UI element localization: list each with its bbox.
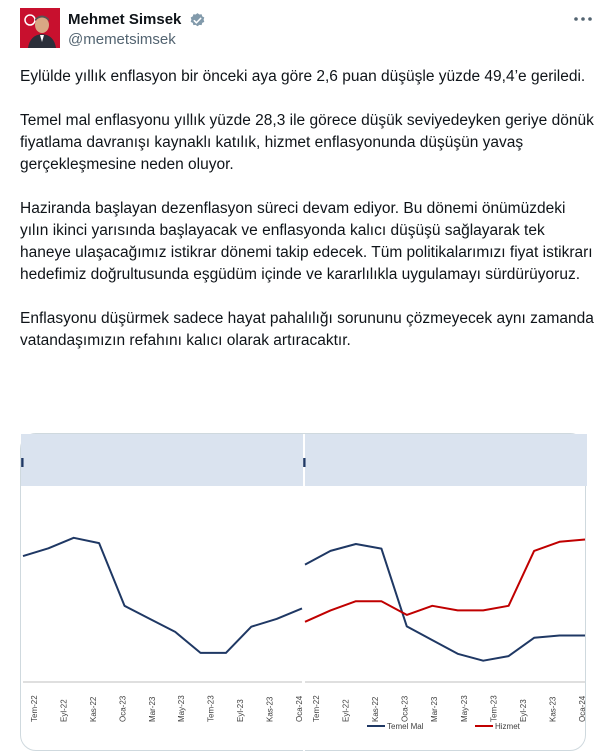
- x-tick-label: Mar-23: [430, 696, 440, 722]
- tweet-media[interactable]: [20, 433, 586, 751]
- author-handle[interactable]: @memetsimsek: [68, 31, 176, 48]
- legend-label-1: Temel Mal: [387, 722, 424, 731]
- x-tick-label: Tem-22: [312, 695, 321, 722]
- x-tick-label: Eyl-22: [341, 699, 351, 722]
- x-tick-label: Oca-24: [578, 695, 587, 722]
- x-tick-label: Eyl-23: [236, 699, 246, 722]
- tweet-paragraph: Temel mal enflasyonu yıllık yüzde 28,3 ile görece düşük seviyedeyken geriye dönük fiyatlama davranışı kaynaklı katılık, hizmet enflasyonunda düşüşün yavaş gerçekleşmesine neden oluyor.: [20, 112, 594, 173]
- x-tick-label: Kas-22: [371, 696, 381, 722]
- tweet-text: [20, 66, 595, 374]
- chart-header-glyph-left: ı: [20, 452, 25, 471]
- x-tick-label: Oca-24: [295, 695, 304, 722]
- chart-header-band-right: [304, 434, 587, 486]
- tweet-paragraph: Enflasyonu düşürmek sadece hayat pahalılığı sorununu çözmeyecek aynı zamanda vatandaşımızın refahını kalıcı olarak artıracaktır.: [20, 310, 594, 349]
- x-tick-label: Tem-23: [489, 695, 499, 722]
- x-tick-label: Oca-23: [400, 695, 410, 722]
- chart-right: [305, 540, 587, 732]
- x-tick-label: Kas-22: [88, 696, 98, 722]
- more-options-icon[interactable]: [571, 10, 595, 30]
- tweet-header: [20, 8, 595, 52]
- x-tick-label: Mar-23: [147, 696, 157, 722]
- series-line-left-1: [23, 538, 302, 653]
- x-tick-label: Eyl-22: [59, 699, 69, 722]
- display-name[interactable]: Mehmet Simsek: [68, 11, 182, 28]
- x-tick-label: Tem-23: [206, 695, 216, 722]
- avatar[interactable]: [20, 8, 60, 48]
- series-line-right-2: [305, 540, 585, 622]
- chart-header-band-left: [21, 434, 304, 486]
- x-tick-label: Oca-23: [118, 695, 128, 722]
- x-tick-label: Eyl-23: [518, 699, 528, 722]
- chart-left: [23, 538, 304, 722]
- series-line-right-1: [305, 544, 585, 661]
- author-names: [68, 10, 206, 50]
- x-tick-label: Tem-22: [30, 695, 39, 722]
- chart-header-glyph-right: ı: [302, 452, 307, 471]
- profile-photo: [20, 8, 60, 48]
- more-dots: [571, 10, 595, 30]
- legend-label-2: Hizmet: [495, 722, 520, 731]
- verified-badge-icon: [189, 12, 206, 29]
- x-tick-label: May-23: [459, 695, 469, 722]
- tweet-paragraph: Eylülde yıllık enflasyon bir önceki aya göre 2,6 puan düşüşle yüzde 49,4’e geriledi.: [20, 68, 586, 85]
- x-tick-label: Kas-23: [548, 696, 558, 722]
- x-tick-label: Kas-23: [265, 696, 275, 722]
- inflation-charts: [21, 434, 587, 752]
- x-tick-label: May-23: [177, 695, 187, 722]
- tweet-paragraph: Haziranda başlayan dezenflasyon süreci devam ediyor. Bu dönemi önümüzdeki yılın ikinci yarısında başlayacak ve enflasyonda kalıcı düşüşü sağlayarak tek haneye ulaşacağımız istikrar dönemi takip edecek. Tüm politikalarımızı fiyat istikrarı hedefimiz doğrultusunda eşgüdüm içinde ve kararlılıkla uygulamayı sürdürüyoruz.: [20, 200, 593, 283]
